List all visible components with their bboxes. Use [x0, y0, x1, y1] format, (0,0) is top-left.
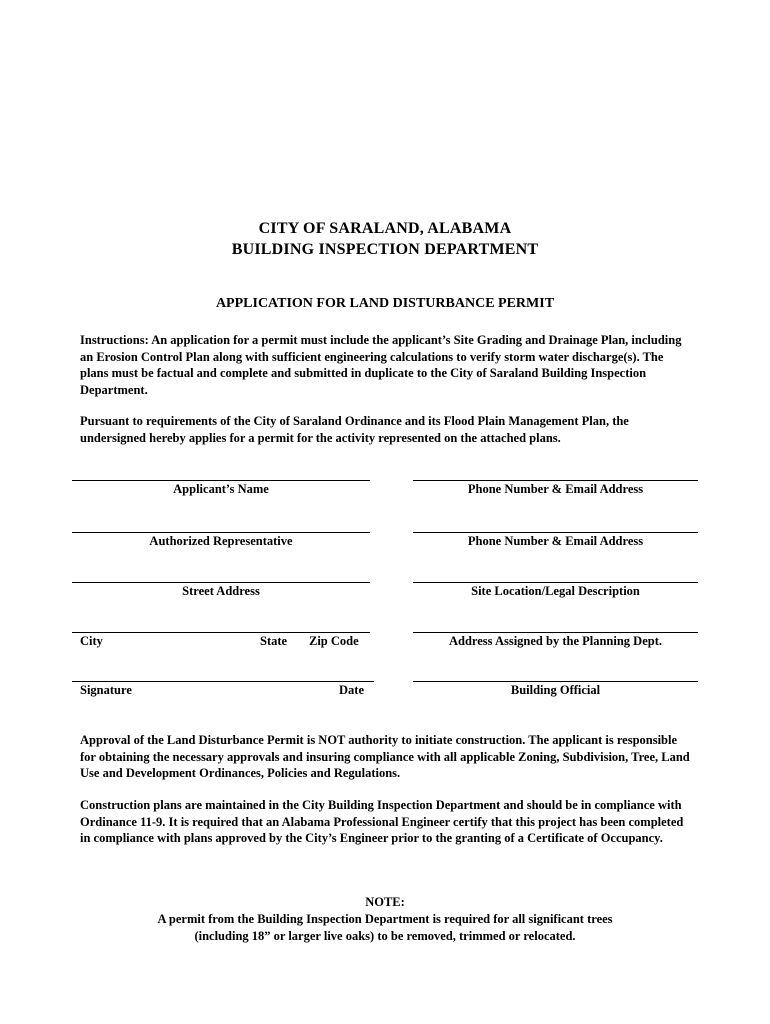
- pursuant-paragraph: Pursuant to requirements of the City of Saraland Ordinance and its Flood Plain Management Plan, the undersigned hereby applies for a permit for the activity represented on the attached plans.: [80, 414, 629, 445]
- assigned-address-line[interactable]: [413, 632, 698, 633]
- building-official-line[interactable]: [413, 681, 698, 682]
- construction-paragraph: Construction plans are maintained in the City Building Inspection Department and should be in compliance with Ordinance 11-9. It is required that an Alabama Professional Engineer certify that this project has been completed in compliance with plans approved by the City’s Engineer prior to the granting of a Certificate of Occupancy.: [80, 798, 684, 845]
- note-heading: NOTE:: [365, 895, 405, 909]
- city-title: CITY OF SARALAND, ALABAMA: [258, 220, 512, 237]
- city-state-zip-line[interactable]: [72, 632, 370, 633]
- authorized-rep-label: Authorized Representative: [149, 534, 293, 548]
- applicant-name-label: Applicant’s Name: [173, 482, 269, 496]
- phone-email-1-line[interactable]: [413, 480, 698, 481]
- zip-label: Zip Code: [309, 634, 359, 648]
- note-line-2: (including 18” or larger live oaks) to be removed, trimmed or relocated.: [194, 929, 576, 943]
- street-address-line[interactable]: [72, 582, 370, 583]
- authorized-rep-line[interactable]: [72, 532, 370, 533]
- city-label: City: [80, 634, 103, 648]
- state-label: State: [260, 634, 288, 648]
- building-official-label: Building Official: [510, 683, 601, 697]
- site-location-line[interactable]: [413, 582, 698, 583]
- assigned-address-label: Address Assigned by the Planning Dept.: [448, 634, 662, 648]
- signature-label: Signature: [80, 683, 132, 697]
- phone-email-1-label: Phone Number & Email Address: [467, 482, 644, 496]
- approval-paragraph: Approval of the Land Disturbance Permit is NOT authority to initiate construction. The applicant is responsible for obtaining the necessary approvals and insuring compliance with all applicable Zoning, Subdivision, Tree, Land Use and Development Ordinances, Policies and Regulations.: [80, 733, 690, 780]
- department-title: BUILDING INSPECTION DEPARTMENT: [231, 241, 539, 258]
- site-location-label: Site Location/Legal Description: [471, 584, 640, 598]
- signature-date-line[interactable]: [72, 681, 374, 682]
- form-title: APPLICATION FOR LAND DISTURBANCE PERMIT: [215, 296, 555, 311]
- applicant-name-line[interactable]: [72, 480, 370, 481]
- phone-email-2-label: Phone Number & Email Address: [467, 534, 644, 548]
- date-label: Date: [339, 683, 364, 697]
- note-line-1: A permit from the Building Inspection Department is required for all significant trees: [157, 912, 613, 926]
- street-address-label: Street Address: [182, 584, 260, 598]
- phone-email-2-line[interactable]: [413, 532, 698, 533]
- instructions-paragraph: Instructions: An application for a permit must include the applicant’s Site Grading and Drainage Plan, including an Erosion Control Plan along with sufficient engineering calculations to verify storm water discharge(s). The plans must be factual and complete and submitted in duplicate to the City of Saraland Building Inspection Department.: [80, 333, 682, 397]
